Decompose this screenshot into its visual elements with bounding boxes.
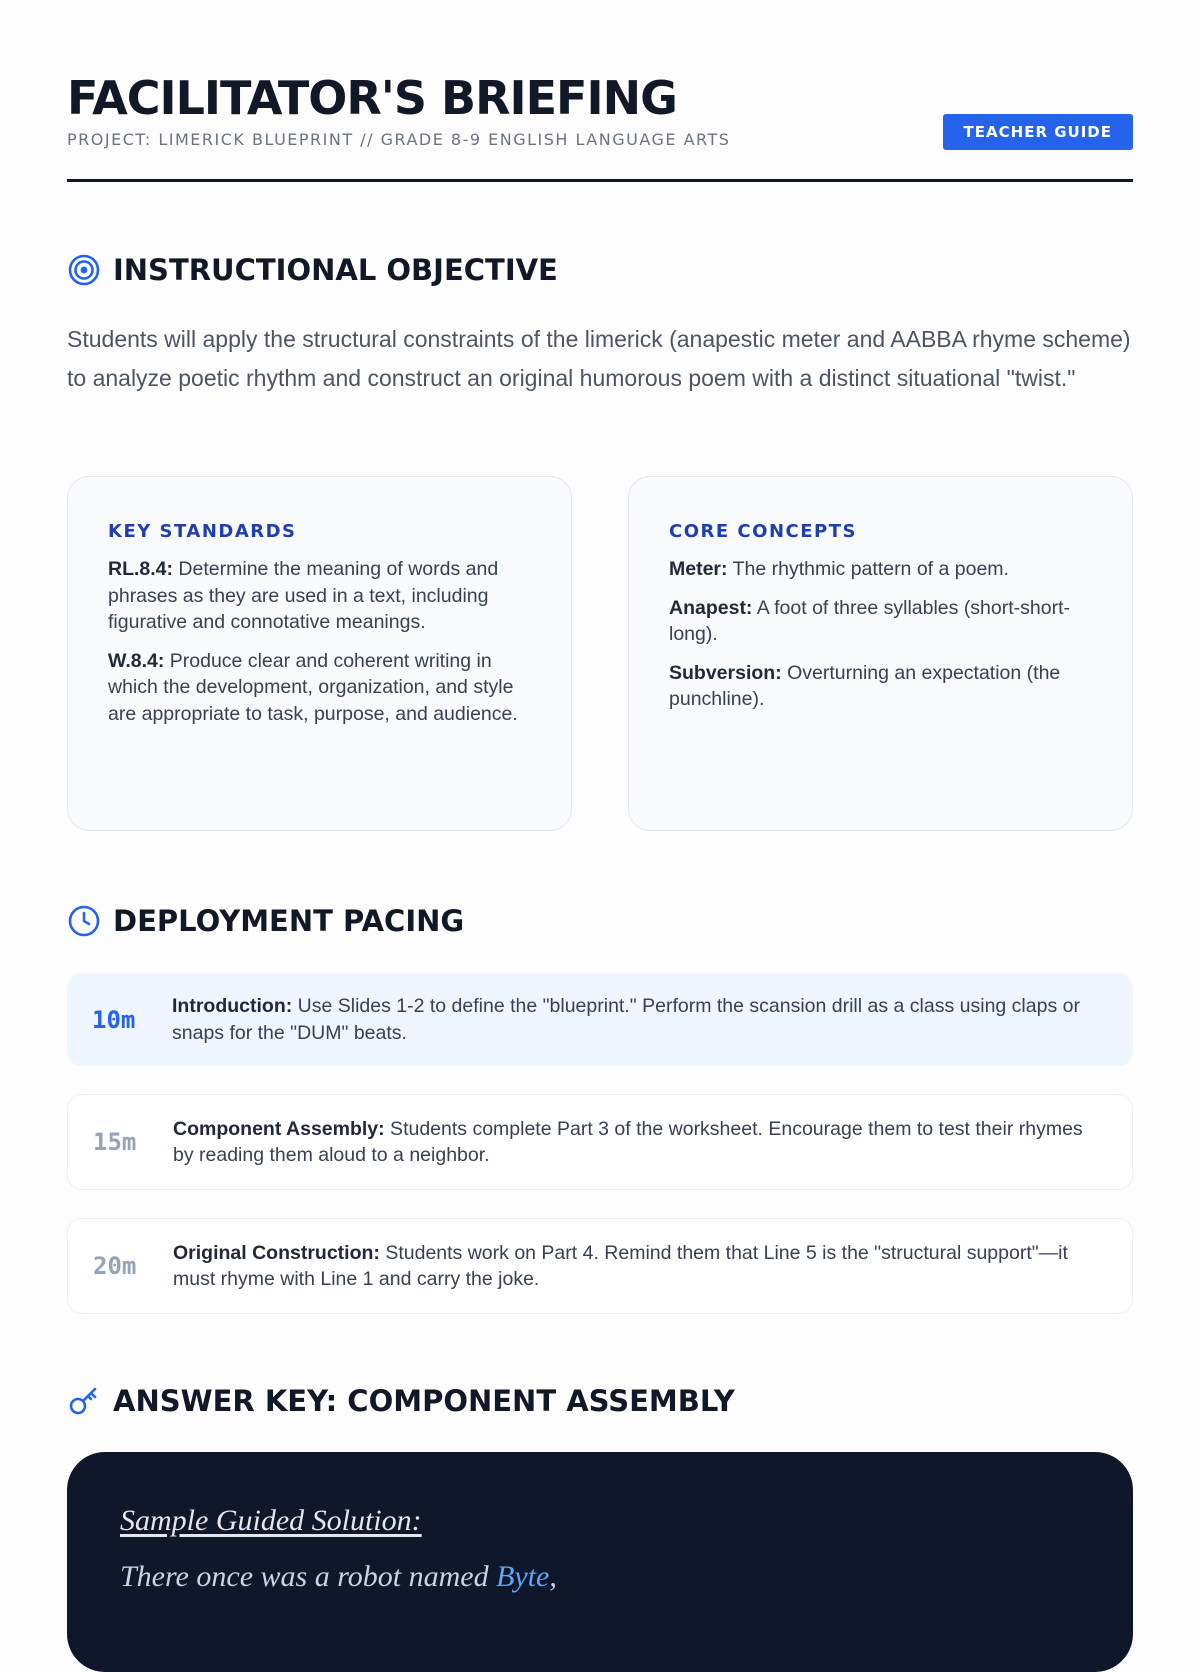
pacing-step-name: Introduction: [172, 995, 293, 1017]
page-subtitle: PROJECT: LIMERICK BLUEPRINT // GRADE 8-9 ENGLISH LANGUAGE ARTS [67, 130, 731, 149]
pacing-item [67, 973, 1133, 1066]
clock-icon [67, 904, 101, 938]
standard-code: W.8.4: [108, 649, 165, 672]
core-concepts-heading: CORE CONCEPTS [669, 521, 857, 542]
limerick-line-punctuation: , [549, 1560, 557, 1593]
standard-text: Determine the meaning of words and phrases as they are used in a text, including figurative and connotative meanings. [108, 558, 499, 633]
standard-text: Produce clear and coherent writing in which the development, organization, and style are appropriate to task, purpose, and audience. [108, 649, 518, 725]
pacing-step-text: Use Slides 1-2 to define the "blueprint." Perform the scansion drill as a class using claps or snaps for the "DUM" beats. [172, 995, 1080, 1044]
pacing-description [173, 1240, 1132, 1293]
pacing-time: 20m [93, 1252, 137, 1280]
objective-heading: INSTRUCTIONAL OBJECTIVE [113, 253, 558, 287]
concept-definition: A foot of three syllables (short-short-long). [669, 596, 1070, 645]
concept-item [669, 595, 1092, 648]
pacing-item [67, 1094, 1133, 1190]
standard-item [108, 556, 531, 636]
concept-definition: Overturning an expectation (the punchline). [669, 661, 1061, 710]
concept-item [669, 660, 1092, 713]
objective-section-heading [67, 253, 558, 287]
standard-item [108, 648, 531, 728]
concept-term: Anapest: [669, 596, 753, 619]
concept-term: Meter: [669, 558, 728, 580]
sample-solution-panel [67, 1452, 1133, 1672]
answer-key-section-heading [67, 1384, 735, 1418]
concept-item [669, 556, 1092, 583]
pacing-time: 10m [92, 1005, 136, 1034]
limerick-line [120, 1560, 1080, 1594]
objective-text: Students will apply the structural constraints of the limerick (anapestic meter and AABBA rhyme scheme) to analyze poetic rhythm and construct an original humorous poem with a distinct situational "twist." [67, 326, 1131, 391]
pacing-heading: DEPLOYMENT PACING [113, 904, 465, 938]
pacing-step-text: Students work on Part 4. Remind them that Line 5 is the "structural support"—it must rhyme with Line 1 and carry the joke. [173, 1241, 1068, 1290]
answer-key-heading: ANSWER KEY: COMPONENT ASSEMBLY [113, 1384, 735, 1418]
concept-term: Subversion: [669, 661, 782, 684]
target-icon [67, 253, 101, 287]
key-icon [67, 1384, 101, 1418]
header-divider [67, 179, 1133, 182]
page-title: FACILITATOR'S BRIEFING [67, 71, 677, 125]
rhyme-word-highlight: Byte [496, 1560, 550, 1593]
pacing-description [172, 993, 1133, 1046]
standard-code: RL.8.4: [108, 558, 174, 580]
key-standards-card [67, 476, 572, 831]
pacing-section-heading [67, 904, 464, 938]
limerick-line-text: There once was a robot named [120, 1560, 497, 1593]
concept-definition: The rhythmic pattern of a poem. [727, 558, 1009, 580]
key-standards-heading: KEY STANDARDS [108, 521, 297, 542]
core-concepts-card [628, 476, 1133, 831]
pacing-step-name: Original Construction: [173, 1241, 380, 1264]
pacing-step-text: Students complete Part 3 of the worksheet. Encourage them to test their rhymes by reading them aloud to a neighbor. [173, 1117, 1083, 1166]
pacing-step-name: Component Assembly: [173, 1117, 385, 1140]
sample-solution-label: Sample Guided Solution: [120, 1504, 422, 1537]
pacing-time: 15m [93, 1128, 137, 1156]
pacing-item [67, 1218, 1133, 1314]
pacing-description [173, 1116, 1132, 1169]
teacher-guide-badge: TEACHER GUIDE [943, 114, 1133, 150]
